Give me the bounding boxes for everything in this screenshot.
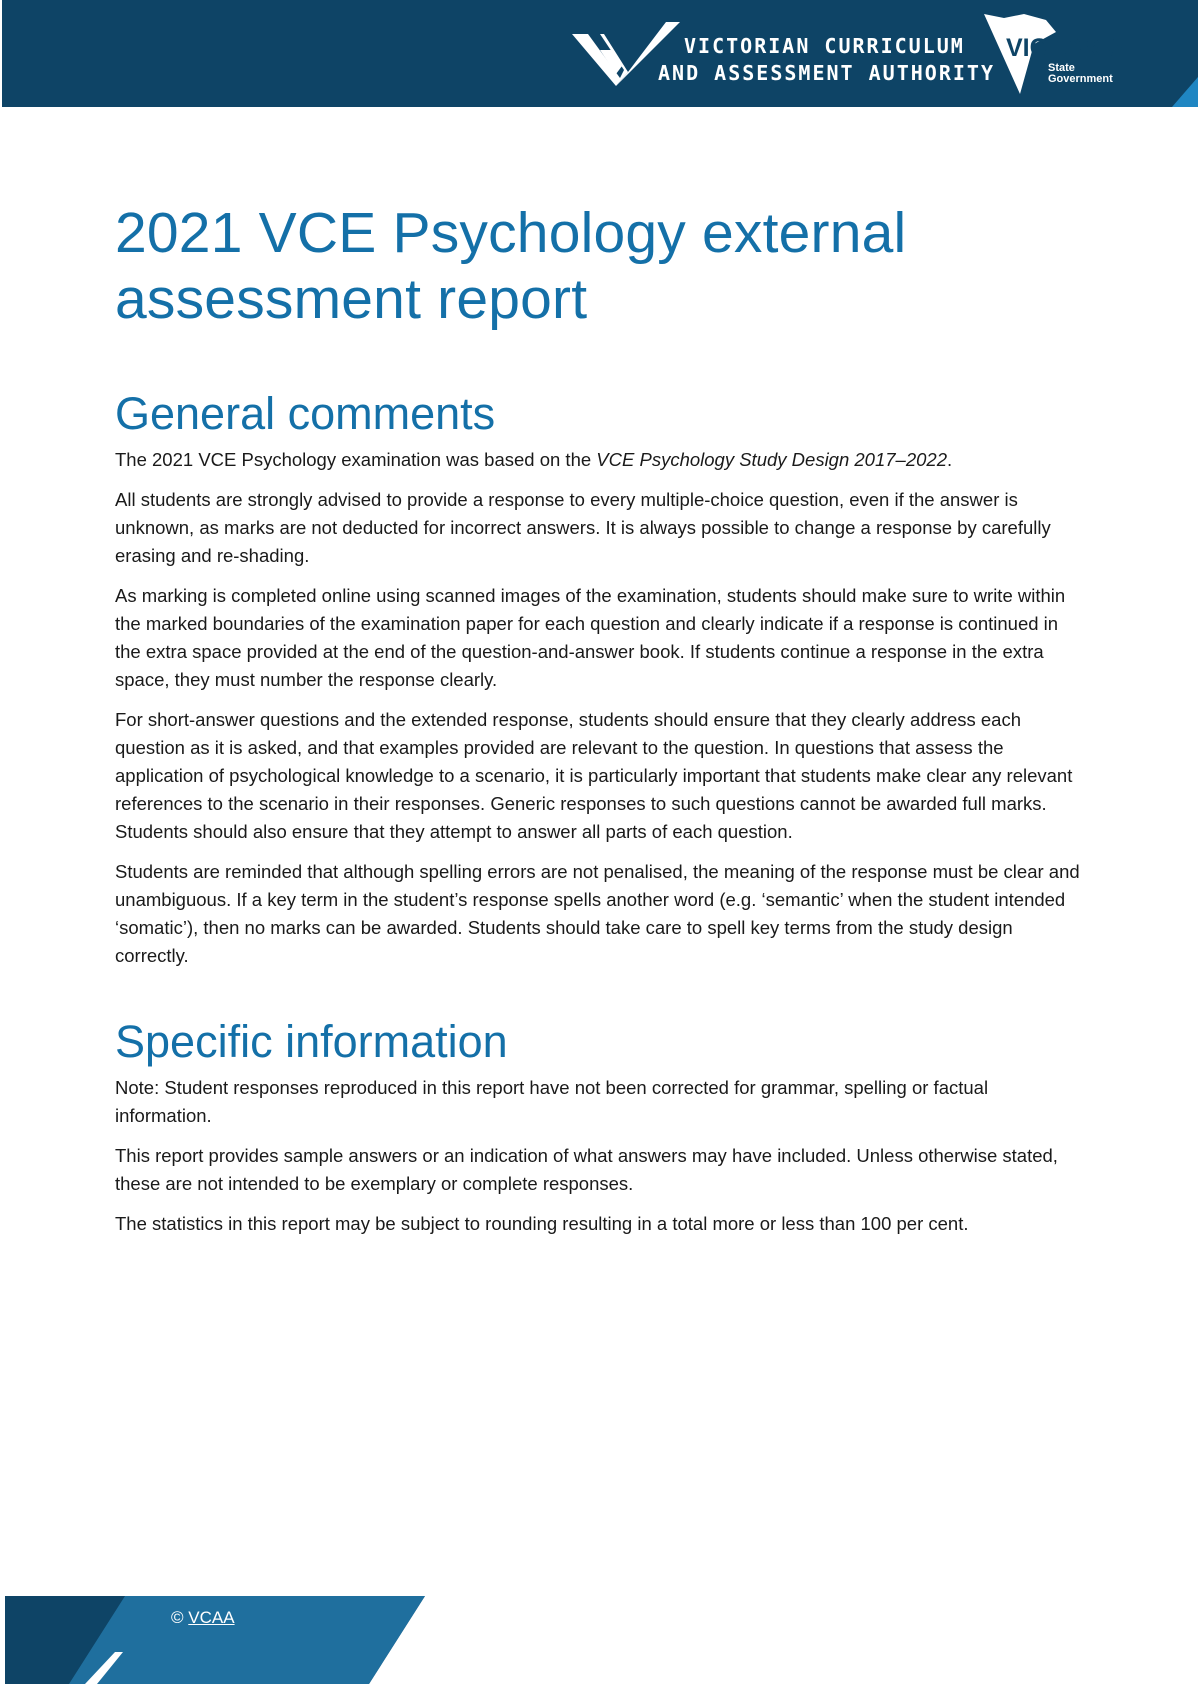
org-name-line2: AND ASSESSMENT AUTHORITY	[658, 61, 995, 85]
copyright-notice	[171, 1608, 235, 1628]
specific-paragraph-1: Note: Student responses reproduced in this report have not been corrected for grammar, spelling or factual information.	[115, 1077, 989, 1126]
specific-information-heading: Specific information	[115, 1016, 508, 1067]
gov-subtitle	[1048, 63, 1113, 85]
general-p1-end: .	[947, 449, 953, 470]
general-comments-heading: General comments	[115, 388, 496, 439]
footer-band	[5, 1596, 425, 1684]
general-paragraph-4: For short-answer questions and the extended response, students should ensure that they clearly address each question as it is asked, and that examples provided are relevant to the question. In questions that assess the application of psychological knowledge to a scenario, it is particularly important that students make clear any relevant references to the scenario in their responses. Generic responses to such questions cannot be awarded full marks. Students should also ensure that they attempt to answer all parts of each question.	[115, 709, 1073, 842]
gov-sub-line2: Government	[1048, 73, 1113, 85]
vcaa-wordmark	[658, 33, 995, 87]
general-paragraph-3: As marking is completed online using scanned images of the examination, students should make sure to write within the marked boundaries of the examination paper for each question and clearly indicate if a response is continued in the extra space provided at the end of the question-and-answer book. If students continue a response in the extra space, they must number the response clearly.	[115, 585, 1066, 690]
specific-paragraph-3: The statistics in this report may be subject to rounding resulting in a total more or less than 100 per cent.	[115, 1213, 969, 1234]
general-paragraph-5: Students are reminded that although spelling errors are not penalised, the meaning of the response must be clear and unambiguous. If a key term in the student’s response spells another word (e.g. ‘semantic’ when the student intended ‘somatic’), then no marks can be awarded. Students should take care to spell key terms from the study design correctly.	[115, 861, 1080, 966]
general-paragraph-1	[115, 446, 1085, 474]
header-band	[2, 0, 1198, 107]
copyright-symbol: ©	[171, 1608, 184, 1627]
vcaa-link[interactable]: VCAA	[188, 1608, 235, 1627]
victoria-government-logo	[984, 14, 1124, 94]
document-body	[115, 200, 1085, 1250]
page-title: 2021 VCE Psychology external assessment report	[115, 201, 907, 331]
general-p1-text: The 2021 VCE Psychology examination was based on the	[115, 449, 597, 470]
general-paragraph-2: All students are strongly advised to provide a response to every multiple-choice question, even if the answer is unknown, as marks are not deducted for incorrect answers. It is always possible to change a response by carefully erasing and re-shading.	[115, 489, 1051, 566]
header-accent-corner	[1172, 77, 1198, 107]
study-design-title: VCE Psychology Study Design 2017–2022	[596, 449, 947, 470]
gov-name: VICTORIA	[1006, 34, 1125, 62]
org-name-line1: VICTORIAN CURRICULUM	[684, 34, 965, 58]
gov-sub-line1: State	[1048, 62, 1075, 74]
specific-paragraph-2: This report provides sample answers or an indication of what answers may have included. Unless otherwise stated, these are not intended to be exemplary or complete responses.	[115, 1145, 1058, 1194]
